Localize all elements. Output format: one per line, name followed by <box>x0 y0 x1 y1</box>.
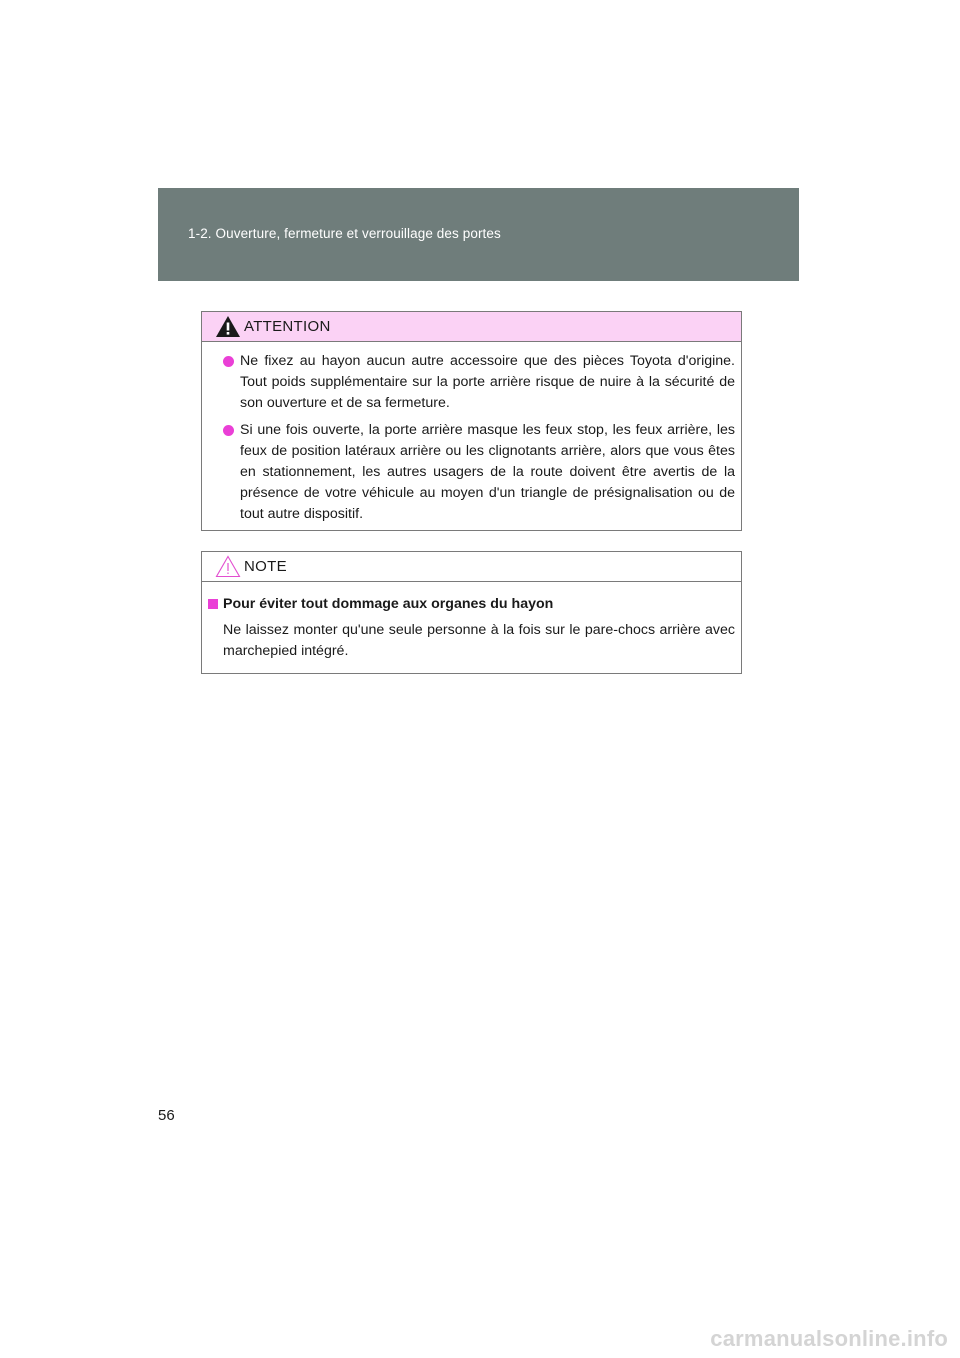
note-heading-text: Pour éviter tout dommage aux organes du hayon <box>223 596 554 612</box>
note-header <box>202 552 741 582</box>
attention-item-text: Si une fois ouverte, la porte arrière masque les feux stop, les feux arrière, les feux de position latéraux arrière ou les clignotants arrière, alors que vous êtes en stationnement, les autres usagers de la route doivent être avertis de la présence de votre véhicule au moyen d'un triangle de présignalisation ou de tout autre dispositif. <box>240 422 735 522</box>
section-title: 1-2. Ouverture, fermeture et verrouillage des portes <box>188 226 501 241</box>
attention-title: ATTENTION <box>244 318 331 335</box>
bullet-dot-icon <box>223 356 234 367</box>
attention-box <box>201 311 742 531</box>
note-title: NOTE <box>244 558 287 575</box>
attention-item-text: Ne fixez au hayon aucun autre accessoire que des pièces Toyota d'origine. Tout poids supplémentaire sur la porte arrière risque de nuire à la sécurité de son ouverture et de sa fermeture. <box>240 353 735 411</box>
warning-triangle-filled-icon <box>215 315 241 338</box>
warning-triangle-outline-icon <box>215 555 241 578</box>
note-body <box>202 582 741 662</box>
note-box <box>201 551 742 674</box>
page-number: 56 <box>158 1107 175 1124</box>
watermark: carmanualsonline.info <box>710 1326 948 1351</box>
bullet-dot-icon <box>223 425 234 436</box>
note-heading <box>208 594 735 615</box>
attention-item <box>223 351 735 414</box>
bullet-square-icon <box>208 599 218 609</box>
attention-item <box>223 420 735 525</box>
section-header-band <box>158 188 799 281</box>
note-text: Ne laissez monter qu'une seule personne à la fois sur le pare-chocs arrière avec marchepied intégré. <box>223 622 735 659</box>
attention-body <box>202 342 741 525</box>
attention-header <box>202 312 741 342</box>
